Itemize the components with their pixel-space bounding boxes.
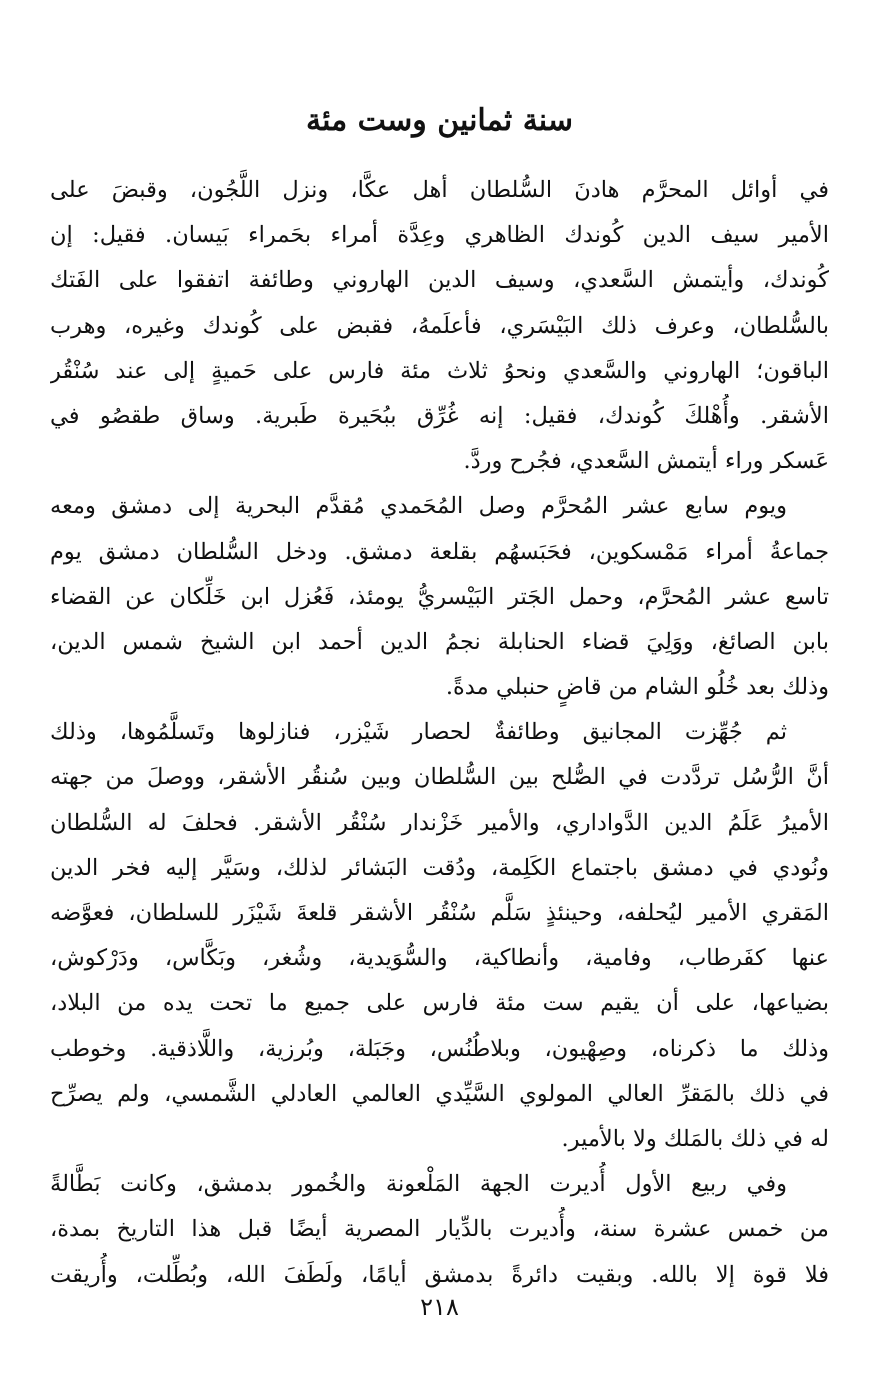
- text-line: ونُودي في دمشق باجتماع الكَلِمة، ودُقت البَشائر لذلك، وسَيَّر إليه فخر الدين: [50, 854, 829, 881]
- text-line: وفي ربيع الأول أُديرت الجهة المَلْعونة والخُمور بدمشق، وكانت بَطَّالةً: [50, 1171, 787, 1198]
- text-line: ويوم سابع عشر المُحرَّم وصل المُحَمدي مُقدَّم البحرية إلى دمشق ومعه: [50, 493, 787, 520]
- text-line: ثم جُهِّزت المجانيق وطائفةٌ لحصار شَيْزر، فنازلوها وتَسلَّمُوها، وذلك: [50, 719, 787, 746]
- paragraph-1: [50, 168, 829, 484]
- text-line: أنَّ الرُّسُل تردَّدت في الصُّلح بين السُّلطان وبين سُنقُر الأشقر، ووصلَ من جهته: [50, 764, 829, 791]
- text-line: في ذلك بالمَقرِّ العالي المولوي السَّيِّدي العالمي العادلي الشَّمسي، ولم يصرِّح: [50, 1080, 829, 1107]
- text-line: الأشقر. وأُهْلكَ كُوندك، فقيل: إنه غُرِّق ببُحَيرة طَبرية. وساق طقصُو في: [50, 402, 829, 429]
- text-line: الباقون؛ الهاروني والسَّعدي ونحوُ ثلاث مئة فارس على حَميةٍ إلى عند سُنْقُر: [50, 357, 829, 384]
- text-line: بضياعها، على أن يقيم ست مئة فارس على جميع ما تحت يده من البلاد،: [50, 990, 829, 1017]
- text-line: وذلك بعد خُلُو الشام من قاضٍ حنبلي مدةً.: [445, 674, 829, 701]
- text-line: من خمس عشرة سنة، وأُديرت بالدِّيار المصرية أيضًا قبل هذا التاريخ بمدة،: [50, 1216, 829, 1243]
- text-line: جماعةُ أمراء مَمْسكوين، فحَبَسهُم بقلعة دمشق. ودخل السُّلطان دمشق يوم: [50, 538, 829, 565]
- text-line: فلا قوة إلا بالله. وبقيت دائرةً بدمشق أيامًا، ولَطَفَ الله، وبُطِّلت، وأُريقت: [50, 1261, 829, 1288]
- text-line: له في ذلك بالمَلك ولا بالأمير.: [561, 1125, 829, 1152]
- text-line: بالسُّلطان، وعرف ذلك البَيْسَري، فأعلَمهُ، فقبض على كُوندك وغيره، وهرب: [50, 312, 829, 339]
- text-line: المَقري الأمير ليُحلفه، وحينئذٍ سَلَّم سُنْقُر الأشقر قلعةَ شَيْزَر للسلطان، فعوَّضه: [50, 900, 829, 926]
- page-title: سنة ثمانين وست مئة: [306, 103, 573, 138]
- text-line: الأمير سيف الدين كُوندك الظاهري وعِدَّة أمراء بحَمراء بَيسان. فقيل: إن: [50, 222, 829, 249]
- text-line: في أوائل المحرَّم هادنَ السُّلطان أهل عكَّا، ونزل اللَّجُون، وقبضَ على: [50, 177, 829, 203]
- text-line: تاسع عشر المُحرَّم، وحمل الجَتر البَيْسريُّ يومئذ، فَعُزل ابن خَلِّكان عن القضاء: [50, 583, 829, 610]
- body-text: [50, 168, 829, 1298]
- paragraph-3: [50, 710, 829, 1162]
- text-line: بابن الصائغ، ووَلِيَ قضاء الحنابلة نجمُ الدين أحمد ابن الشيخ شمس الدين،: [50, 628, 829, 655]
- text-line: كُوندك، وأيتمش السَّعدي، وسيف الدين الهاروني وطائفة اتفقوا على الفَتك: [50, 267, 829, 294]
- text-line: وذلك ما ذكرناه، وصِهْيون، وبلاطُنُس، وجَبَلة، وبُرزية، واللَّاذقية. وخوطب: [50, 1035, 829, 1062]
- text-line: عنها كفَرطاب، وفامية، وأنطاكية، والسُّوَيدية، وشُغر، وبَكَّاس، ودَرْكوش،: [50, 945, 829, 972]
- paragraph-2: [50, 484, 829, 710]
- text-line: عَسكر وراء أيتمش السَّعدي، فجُرح وردَّ.: [463, 448, 829, 475]
- page-number: ٢١٨: [420, 1293, 459, 1321]
- paragraph-4: [50, 1162, 829, 1298]
- text-line: الأميرُ عَلَمُ الدين الدَّواداري، والأمير خَزْندار سُنْقُر الأشقر. فحلفَ له السُّلطان: [50, 809, 829, 836]
